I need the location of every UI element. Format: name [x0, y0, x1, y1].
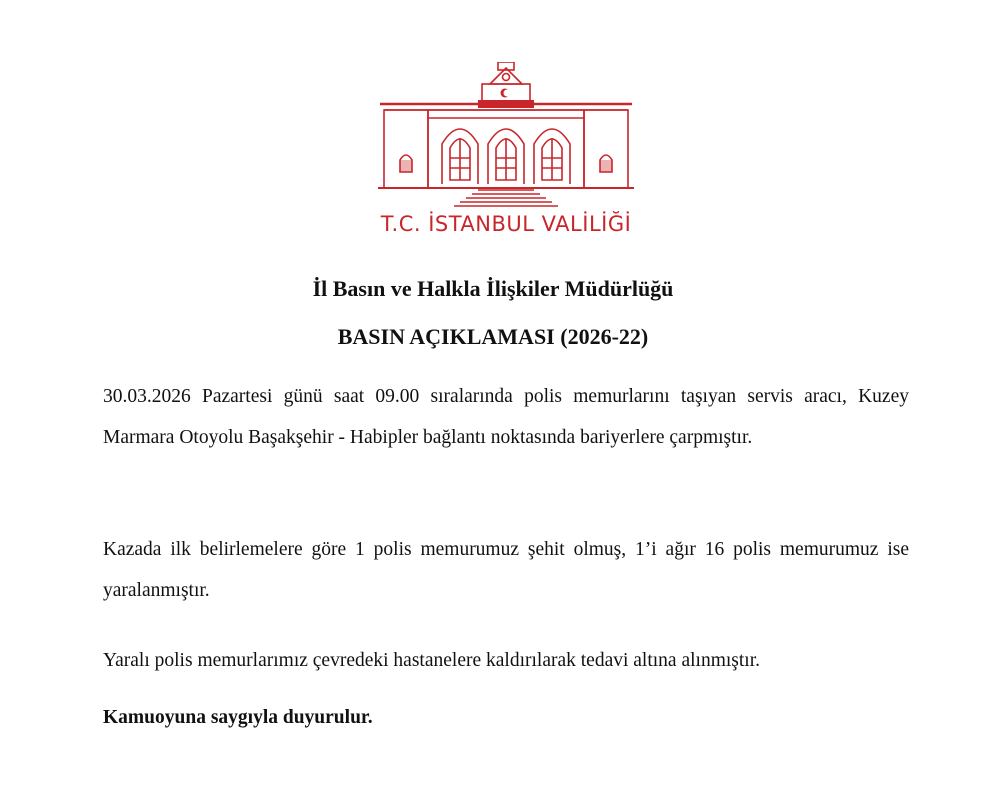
governorate-building-icon: [378, 62, 634, 212]
department-heading: İl Basın ve Halkla İlişkiler Müdürlüğü: [312, 276, 674, 301]
paragraph-casualties: Kazada ilk belirlemelere göre 1 polis memurumuz şehit olmuş, 1’i ağır 16 polis memurumuz ise yaralanmıştır.: [103, 539, 909, 601]
governorate-logo: [378, 62, 634, 252]
logo-text: T.C. İSTANBUL VALİLİĞİ: [380, 212, 632, 236]
paragraph-treatment: Yaralı polis memurlarımız çevredeki hastanelere kaldırılarak tedavi altına alınmıştır.: [103, 650, 761, 671]
press-release-title: BASIN AÇIKLAMASI (2026-22): [337, 324, 649, 349]
paragraph-accident: 30.03.2026 Pazartesi günü saat 09.00 sıralarında polis memurlarını taşıyan servis aracı, Kuzey Marmara Otoyolu Başakşehir - Habipler bağlantı noktasında bariyerlere çarpmıştır.: [103, 386, 909, 448]
closing-statement: Kamuoyuna saygıyla duyurulur.: [103, 707, 373, 728]
